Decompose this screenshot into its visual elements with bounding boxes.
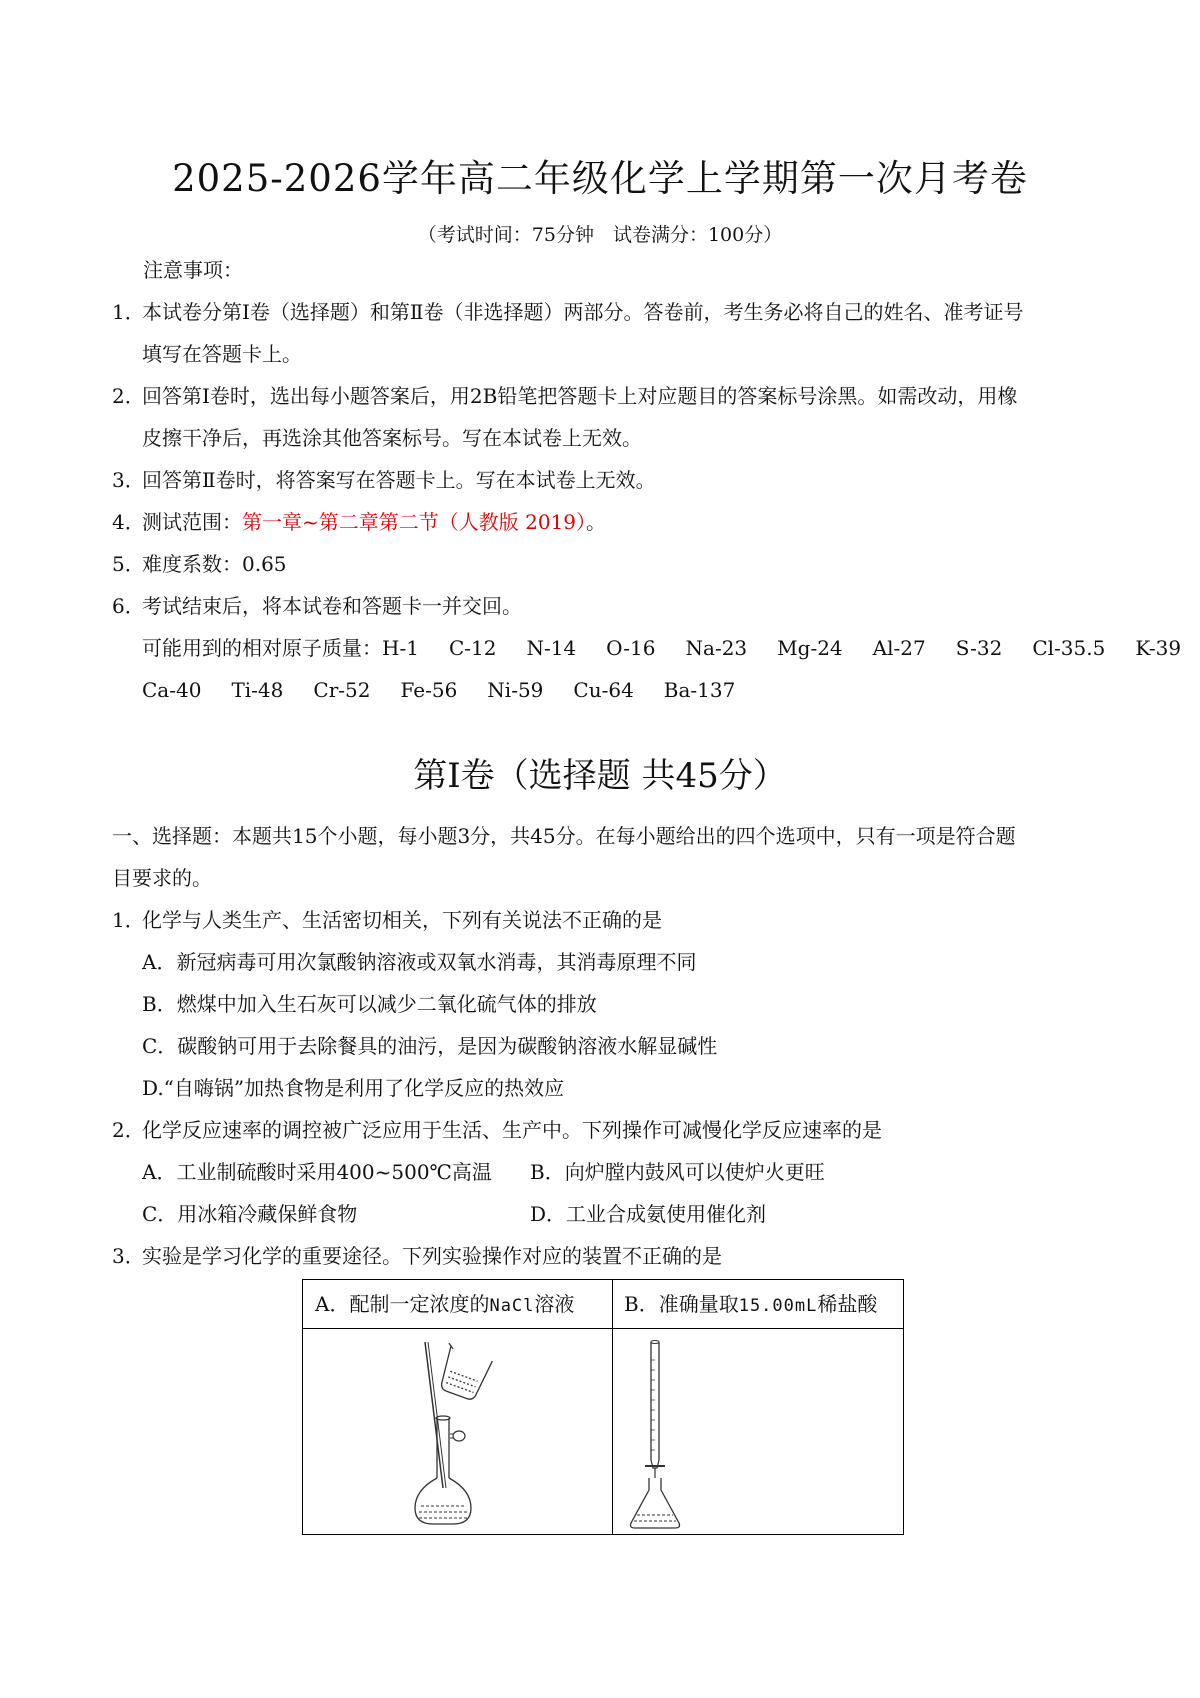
atomic-mass: Fe-56	[400, 678, 458, 702]
question-2-option-a: A．工业制硫酸时采用400~500℃高温	[142, 1160, 492, 1184]
note-number: 1．	[112, 300, 145, 324]
note-item-2	[112, 382, 1017, 410]
section-title: 第Ⅰ卷（选择题 共45分）	[413, 756, 787, 796]
note-item-3	[112, 466, 656, 494]
question-number: 3．	[112, 1244, 145, 1268]
question-number: 1．	[112, 908, 145, 932]
atomic-mass: Ni-59	[487, 678, 544, 702]
section-instruction-cont: 目要求的。	[112, 866, 212, 890]
note-text: 考试结束后，将本试卷和答题卡一并交回。	[142, 594, 522, 618]
question-number: 2．	[112, 1118, 145, 1142]
note-item-1	[112, 298, 1024, 326]
test-scope-highlight: 第一章~第二章第二节（人教版 2019）	[242, 510, 587, 534]
section-instruction: 一、选择题：本题共15个小题，每小题3分，共45分。在每小题给出的四个选项中，只有一项是符合题	[112, 824, 1016, 848]
note-item-1-cont: 填写在答题卡上。	[142, 342, 302, 366]
option-a-suffix: 溶液	[534, 1292, 575, 1316]
question-1-option-b: B．燃煤中加入生石灰可以减少二氧化硫气体的排放	[142, 992, 597, 1016]
table-divider-horizontal	[303, 1328, 903, 1329]
atomic-mass: Ca-40	[142, 678, 202, 702]
note-item-6	[112, 592, 522, 620]
atomic-masses-row-2	[142, 676, 765, 704]
atomic-mass: C-12	[448, 636, 497, 660]
burette-illustration	[621, 1340, 701, 1530]
atomic-mass: H-1	[382, 636, 419, 660]
table-divider-vertical	[612, 1280, 613, 1534]
note-punct: 。	[586, 510, 607, 534]
note-item-2-cont: 皮擦干净后，再选涂其他答案标号。写在本试卷上无效。	[142, 426, 642, 450]
atomic-mass: Ba-137	[663, 678, 736, 702]
apparatus-table	[302, 1279, 904, 1535]
atomic-mass: Mg-24	[777, 636, 843, 660]
volumetric-flask-illustration	[403, 1338, 523, 1528]
note-number: 4．	[112, 510, 145, 534]
volume-value: 15.00mL	[738, 1296, 818, 1316]
question-2-stem	[112, 1116, 882, 1144]
note-item-4	[112, 508, 606, 536]
atomic-mass: Na-23	[685, 636, 748, 660]
exam-info: （考试时间：75分钟 试卷满分：100分）	[417, 224, 783, 246]
option-b-header	[612, 1280, 902, 1328]
atomic-masses-row-1	[142, 634, 1181, 662]
nacl-formula: NaCl	[489, 1296, 535, 1316]
option-b-suffix: 稀盐酸	[817, 1292, 878, 1316]
atomic-mass: Cu-64	[573, 678, 634, 702]
question-2-option-b: B．向炉膛内鼓风可以使炉火更旺	[530, 1160, 825, 1184]
question-2-option-c: C．用冰箱冷藏保鲜食物	[142, 1202, 358, 1226]
note-number: 6．	[112, 594, 145, 618]
question-1-option-d: D.“自嗨锅”加热食物是利用了化学反应的热效应	[142, 1076, 565, 1100]
atomic-mass: Cr-52	[313, 678, 371, 702]
note-number: 3．	[112, 468, 145, 492]
atomic-masses-label: 可能用到的相对原子质量：	[142, 636, 382, 660]
question-text: 化学与人类生产、生活密切相关，下列有关说法不正确的是	[142, 908, 662, 932]
note-text: 难度系数：0.65	[142, 552, 287, 576]
note-number: 2．	[112, 384, 145, 408]
page-title: 2025-2026学年高二年级化学上学期第一次月考卷	[172, 157, 1028, 200]
note-text: 回答第Ⅱ卷时，将答案写在答题卡上。写在本试卷上无效。	[142, 468, 656, 492]
atomic-mass: N-14	[526, 636, 577, 660]
atomic-mass: Ti-48	[231, 678, 284, 702]
option-a-header	[303, 1280, 612, 1328]
note-text: 回答第Ⅰ卷时，选出每小题答案后，用2B铅笔把答题卡上对应题目的答案标号涂黑。如需改动，用橡	[142, 384, 1018, 408]
note-text: 测试范围：	[142, 510, 242, 534]
question-text: 实验是学习化学的重要途径。下列实验操作对应的装置不正确的是	[142, 1244, 722, 1268]
question-text: 化学反应速率的调控被广泛应用于生活、生产中。下列操作可减慢化学反应速率的是	[142, 1118, 882, 1142]
question-1-option-c: C．碳酸钠可用于去除餐具的油污，是因为碳酸钠溶液水解显碱性	[142, 1034, 718, 1058]
question-1-stem	[112, 906, 662, 934]
atomic-mass: S-32	[955, 636, 1003, 660]
note-item-5	[112, 550, 287, 578]
atomic-mass: Al-27	[872, 636, 926, 660]
atomic-mass: K-39	[1135, 636, 1182, 660]
option-b-text: B．准确量取	[624, 1292, 739, 1316]
atomic-mass: O-16	[606, 636, 656, 660]
atomic-mass: Cl-35.5	[1032, 636, 1106, 660]
question-2-option-d: D．工业合成氨使用催化剂	[530, 1202, 767, 1226]
note-number: 5．	[112, 552, 145, 576]
option-a-text: A．配制一定浓度的	[315, 1292, 490, 1316]
notes-heading: 注意事项：	[143, 258, 243, 282]
question-1-option-a: A．新冠病毒可用次氯酸钠溶液或双氧水消毒，其消毒原理不同	[142, 950, 697, 974]
note-text: 本试卷分第Ⅰ卷（选择题）和第Ⅱ卷（非选择题）两部分。答卷前，考生务必将自己的姓名、准考证号	[142, 300, 1024, 324]
question-3-stem	[112, 1242, 722, 1270]
